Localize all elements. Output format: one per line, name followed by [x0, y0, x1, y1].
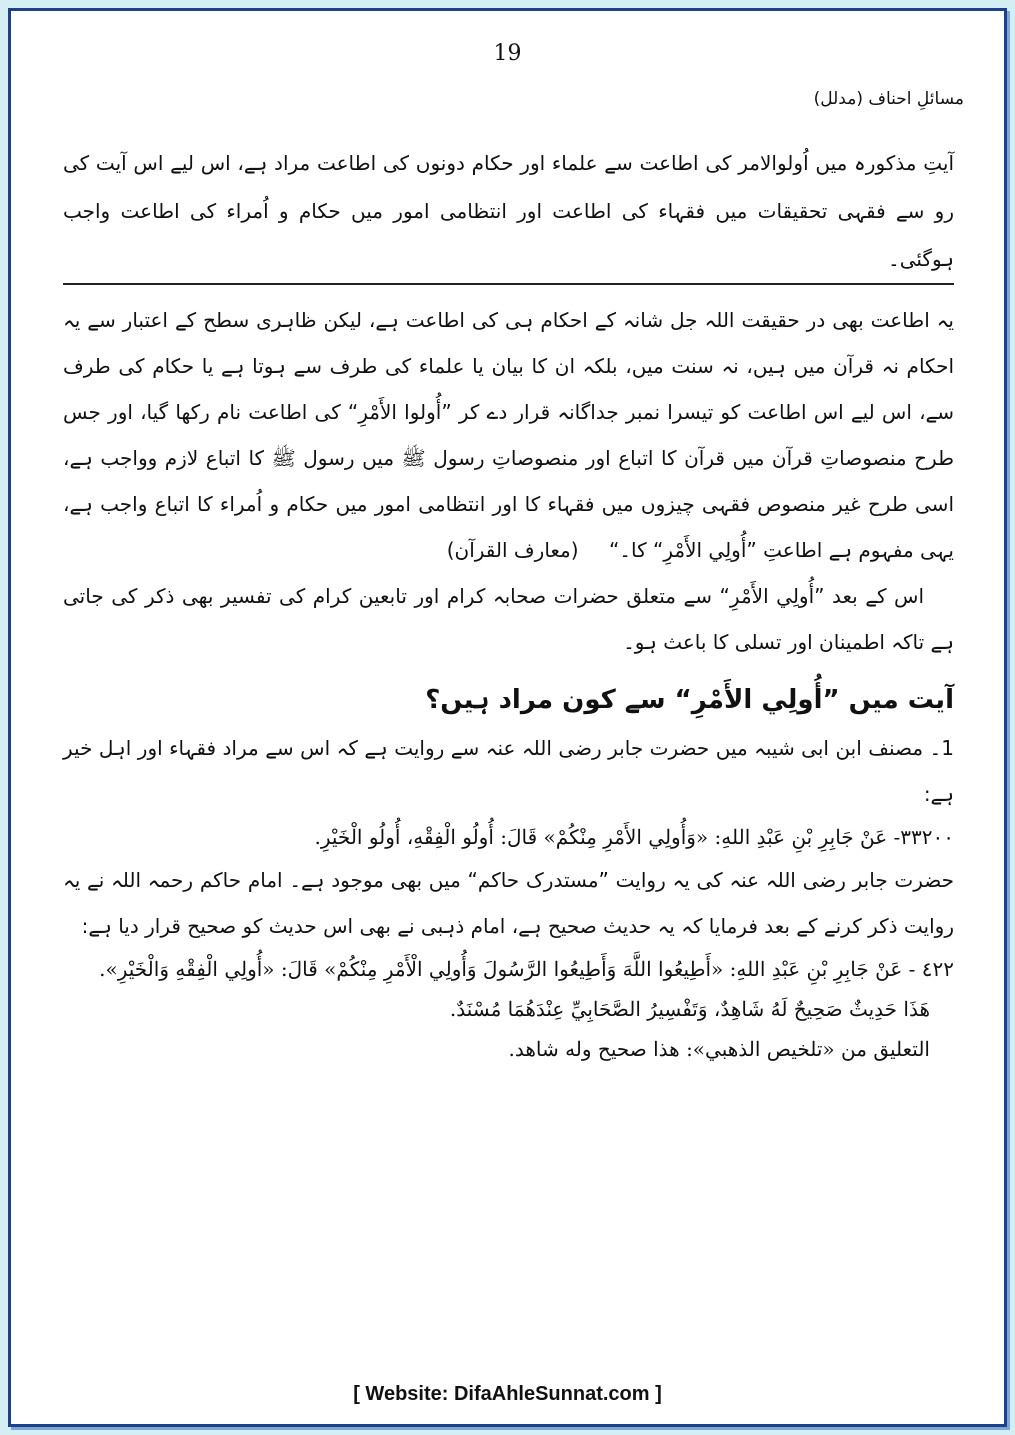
page-content — [63, 139, 954, 1069]
document-page — [8, 8, 1007, 1427]
arabic-hadith: ٣٣٢٠٠- عَنْ جَابِرِ بْنِ عَبْدِ اللهِ: «وَأُولِي الأَمْرِ مِنْكُمْ» قَالَ: أُولُو الْفِقْهِ، أُولُو الْخَيْرِ. — [314, 825, 954, 849]
body-paragraph: اس کے بعد ”أُولِي الأَمْرِ“ سے متعلق حضرات صحابہ کرام اور تابعین کرام کی تفسیر بھی ذکر کی جاتی ہے تاکہ اطمینان اور تسلی کا باعث ہو۔ — [63, 584, 954, 654]
page-number: 19 — [493, 41, 522, 66]
website-footer: [ Website: DifaAhleSunnat.com ] — [353, 1383, 662, 1405]
body-paragraph — [63, 297, 954, 573]
numbered-paragraph: 1۔ مصنف ابن ابی شیبہ میں حضرت جابر رضی اللہ عنہ سے روایت ہے کہ اس سے مراد فقہاء اور اہل خیر ہے: — [63, 736, 954, 806]
running-head: مسائلِ احناف (مدلل) — [813, 89, 964, 109]
arabic-commentary: التعليق من «تلخيص الذهبي»: هذا صحيح وله شاهد. — [508, 1037, 930, 1061]
paragraph-text: یہ اطاعت بھی در حقیقت اللہ جل شانہ کے احکام ہی کی اطاعت ہے، لیکن ظاہری سطح کے اعتبار سے یہ احکام نہ قرآن میں ہیں، نہ سنت میں، بلکہ ان کا بیان یا علماء کی طرف سے ہوتا ہے یا حکام کی طرف سے، اس لیے اس اطاعت کو تیسرا نمبر جداگانہ قرار دے کر ”أُولوا الأَمْرِ“ کی اطاعت نام رکھا گیا، اور جس طرح منصوصاتِ قرآن میں قرآن کا اتباع اور منصوصاتِ رسول ﷺ میں رسول ﷺ کا اتباع لازم وواجب ہے، اسی طرح غیر منصوص فقہی چیزوں میں فقہاء کا اور انتظامی امور میں حکام و اُمراء کا اتباع واجب ہے، یہی مفہوم ہے اطاعتِ ”أُولِي الأَمْرِ“ کا۔“ — [63, 308, 954, 562]
quoted-paragraph: آیتِ مذکورہ میں اُولوالامر کی اطاعت سے علماء اور حکام دونوں کی اطاعت مراد ہے، اس لیے اس آیت کی رو سے فقہی تحقیقات میں فقہاء کی اطاعت اور انتظامی امور میں حکام و اُمراء کی اطاعت واجب ہوگئی۔ — [63, 139, 954, 285]
arabic-grading: هَذَا حَدِيثٌ صَحِيحٌ لَهُ شَاهِدٌ، وَتَفْسِيرُ الصَّحَابِيِّ عِنْدَهُمَا مُسْنَدٌ. — [449, 997, 930, 1021]
body-paragraph: حضرت جابر رضی اللہ عنہ کی یہ روایت ”مستدرک حاکم“ میں بھی موجود ہے۔ امام حاکم رحمہ اللہ نے یہ روایت ذکر کرنے کے بعد فرمایا کہ یہ حدیث صحیح ہے، امام ذہبی نے بھی اس حدیث کو صحیح قرار دیا ہے: — [63, 868, 954, 938]
source-reference: (معارف القرآن) — [446, 538, 579, 562]
section-heading: آیت میں ”أُولِي الأَمْرِ“ سے کون مراد ہیں؟ — [425, 685, 954, 715]
arabic-hadith: ٤٢٢ - عَنْ جَابِرِ بْنِ عَبْدِ اللهِ: «أَطِيعُوا اللَّهَ وَأَطِيعُوا الرَّسُولَ وَأُولِي الْأَمْرِ مِنْكُمْ» قَالَ: «أُولِي الْفِقْهِ وَالْخَيْرِ». — [99, 957, 954, 981]
